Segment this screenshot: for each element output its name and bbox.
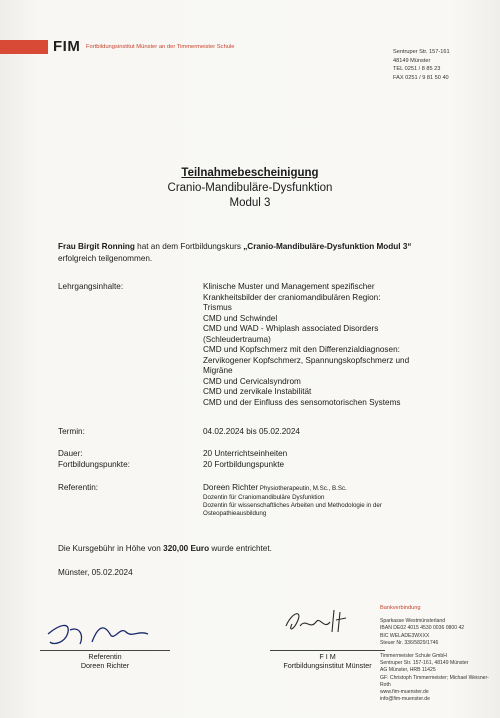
company-line: Timmermeister Schule GmbH [380,653,447,660]
logo-red-bar [0,40,48,54]
referentin-line: Dozentin für wissenschaftliches Arbeiten und Methodologie in der [203,501,382,509]
participant-name: Frau Birgit Ronning [58,242,135,251]
fim-signature [280,604,360,642]
bank-line: Steuer Nr. 336/5829/1746 [380,639,439,646]
bank-line: IBAN DE02 4015 4530 0036 0800 42 [380,625,465,632]
signature-left-name: Doreen Richter [80,661,130,670]
dauer-label: Dauer: [58,449,83,458]
company-line: GF: Christoph Timmermeister; Michael Weisner-Roth [380,674,489,688]
intro-paragraph [58,241,438,264]
referentin-signature [40,612,160,652]
referentin-line: Dozentin für Craniomandibuläre Dysfunktion [203,493,325,501]
termin-value: 04.02.2024 bis 05.02.2024 [203,427,300,436]
contents-line: Krankheitsbilder der craniomandibulären Region: [203,292,381,302]
course-title: Cranio-Mandibuläre-Dysfunktion [167,182,333,194]
bank-line: Sparkasse Westmünsterland [380,618,446,625]
contents-list [203,282,463,408]
module-title: Modul 3 [229,197,271,209]
document-title: Teilnahmebescheinigung [181,167,319,179]
referentin-qualification: Physiotherapeutin, M.Sc., B.Sc. [258,485,347,492]
signature-line-right [270,650,385,651]
contents-line: CMD und der Einfluss des sensomotorischen Systems [203,397,401,407]
referentin-line: Osteopathieausbildung [203,509,267,517]
referentin-label: Referentin: [58,483,99,492]
referentin-name: Doreen Richter [203,483,259,492]
signature-right-org: F I M [319,652,336,661]
address-block [393,48,450,82]
signature-left-role: Referentin [88,652,122,661]
referentin-block [203,483,463,518]
signature-line-left [40,650,170,651]
contents-line: Zervikogener Kopfschmerz, Spannungskopfschmerz und [203,355,410,365]
fim-logo: FIM [53,38,81,55]
place-date: Münster, 05.02.2024 [58,568,133,577]
fee-amount: 320,00 Euro [163,544,210,553]
contents-line: Migräne [203,366,233,375]
contents-line: CMD und Kopfschmerz mit den Differenzialdiagnosen: [203,345,400,354]
contents-line: Klinische Muster und Management spezifischer [203,282,375,291]
contents-line: CMD und zervikale Instabilität [203,387,312,396]
fee-text-end: wurde entrichtet. [209,544,272,553]
dauer-value: 20 Unterrichtseinheiten [203,449,288,458]
company-line: Sentruper Str. 157-161, 48149 Münster [380,660,469,667]
company-line: AG Münster, HRB 11425 [380,667,436,674]
fee-statement [58,544,272,553]
contents-line: CMD und WAD - Whiplash associated Disorders [203,324,379,333]
contents-label: Lehrgangsinhalte: [58,282,124,291]
address-line: 48149 Münster [393,57,431,64]
punkte-label: Fortbildungspunkte: [58,460,130,469]
course-name: „Cranio-Mandibuläre-Dysfunktion Modul 3“ [243,242,412,251]
termin-label: Termin: [58,427,85,436]
signature-left-caption [40,652,170,670]
contents-line: Trismus [203,303,232,312]
contents-line: (Schleudertrauma) [203,334,271,344]
intro-text-end: erfolgreich teilgenommen. [58,253,153,263]
website-link[interactable]: www.fim-muenster.de [380,689,429,696]
signature-right-caption [270,652,385,670]
fee-text: Die Kursgebühr in Höhe von [58,544,164,553]
contents-line: CMD und Cervicalsyndrom [203,376,301,386]
address-line: FAX 0251 / 9 81 50 40 [393,74,449,81]
institute-name: Fortbildungsinstitut Münster an der Timmermeister Schule [86,44,235,50]
bank-details [380,605,498,703]
address-line: TEL 0251 / 8 85 23 [393,66,441,73]
bank-heading: Bankverbindung [380,605,421,611]
signature-right-name: Fortbildungsinstitut Münster [283,661,372,670]
bank-line: BIC WELADE3WXXX [380,632,430,639]
punkte-value: 20 Fortbildungspunkte [203,460,285,469]
email-link[interactable]: info@fim-muenster.de [380,696,430,703]
intro-text: hat an dem Fortbildungskurs [134,242,244,251]
address-line: Sentruper Str. 157-161 [393,49,450,55]
contents-line: CMD und Schwindel [203,313,278,323]
